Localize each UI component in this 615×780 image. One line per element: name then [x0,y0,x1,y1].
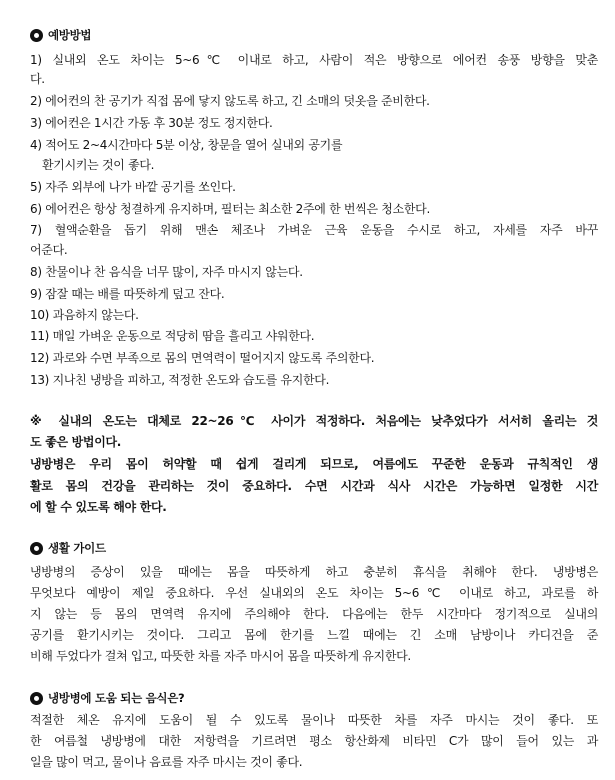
prevention-line: 9) 잠잘 때는 배를 따뜻하게 덮고 잔다. [30,287,225,301]
prevention-line: 8) 찬물이나 찬 음식을 너무 많이, 자주 마시지 않는다. [30,265,303,279]
circle-bullet-icon [30,542,43,555]
prevention-line: 10) 과음하지 않는다. [30,308,139,322]
circle-bullet-icon [30,29,43,42]
food-heading [30,689,184,707]
prevention-line: 1) 실내외 온도 차이는 5~6℃ 이내로 하고, 사람이 적은 방향으로 에어컨 송풍 방향을 맞춘 [30,53,598,67]
prevention-line: 2) 에어컨의 찬 공기가 직접 몸에 닿지 않도록 하고, 긴 소매의 덧옷을 준비한다. [30,94,430,108]
note-line: 에 할 수 있도록 해야 한다. [30,500,167,514]
guide-heading [30,539,106,557]
guide-title: 생활 가이드 [48,541,106,555]
prevention-line: 12) 과로와 수면 부족으로 몸의 면역력이 떨어지지 않도록 주의한다. [30,351,375,365]
food-line: 한 여름철 냉방병에 대한 저항력을 기르려면 평소 항산화제 비타민 C가 많이 들어 있는 과 [30,734,598,748]
food-line: 적절한 체온 유지에 도움이 될 수 있도록 물이나 따뜻한 차를 자주 마시는 것이 좋다. 또 [30,713,598,727]
prevention-line: 5) 자주 외부에 나가 바깥 공기를 쏘인다. [30,180,236,194]
food-line: 일을 많이 먹고, 물이나 음료를 자주 마시는 것이 좋다. [30,755,303,769]
prevention-line: 6) 에어컨은 항상 청결하게 유지하며, 필터는 최소한 2주에 한 번씩은 청소한다. [30,202,430,216]
prevention-line: 3) 에어컨은 1시간 가동 후 30분 정도 정지한다. [30,116,273,130]
prevention-line: 다. [30,72,45,86]
circle-bullet-icon [30,692,43,705]
prevention-line: 11) 매일 가벼운 운동으로 적당히 땀을 흘리고 샤워한다. [30,329,315,343]
guide-line: 공기를 환기시키는 것이다. 그리고 몸에 한기를 느낄 때에는 긴 소매 남방이나 카디건을 준 [30,628,598,642]
food-title: 냉방병에 도움 되는 음식은? [48,691,185,705]
note-line: ※ 실내의 온도는 대체로 22~26℃ 사이가 적정하다. 처음에는 낮추었다가 서서히 올리는 것 [30,414,598,428]
note-line: 활로 몸의 건강을 관리하는 것이 중요하다. 수면 시간과 식사 시간은 가능하면 일정한 시간 [30,479,598,493]
prevention-title: 예방방법 [48,28,92,42]
guide-line: 지 않는 등 몸의 면역력 유지에 주의해야 한다. 다음에는 한두 시간마다 정기적으로 실내의 [30,607,598,621]
note-line: 도 좋은 방법이다. [30,435,122,449]
note-line: 냉방병은 우리 몸이 허약할 때 쉽게 걸리게 되므로, 여름에도 꾸준한 운동과 규칙적인 생 [30,457,598,471]
prevention-line: 13) 지나친 냉방을 피하고, 적정한 온도와 습도를 유지한다. [30,373,330,387]
guide-line: 무엇보다 예방이 제일 중요하다. 우선 실내외의 온도 차이는 5~6℃ 이내로 하고, 과로를 하 [30,586,598,600]
prevention-line: 4) 적어도 2~4시간마다 5분 이상, 창문을 열어 실내외 공기를 [30,138,343,152]
prevention-line: 어준다. [30,243,68,257]
prevention-line: 환기시키는 것이 좋다. [42,158,155,172]
guide-line: 냉방병의 증상이 있을 때에는 몸을 따뜻하게 하고 충분히 휴식을 취해야 한다. 냉방병은 [30,565,598,579]
prevention-line: 7) 혈액순환을 돕기 위해 맨손 체조나 가벼운 근육 운동을 수시로 하고, 자세를 자주 바꾸 [30,223,598,237]
prevention-heading [30,26,91,44]
guide-line: 비해 두었다가 걸쳐 입고, 따뜻한 차를 자주 마시어 몸을 따뜻하게 유지한다. [30,649,411,663]
